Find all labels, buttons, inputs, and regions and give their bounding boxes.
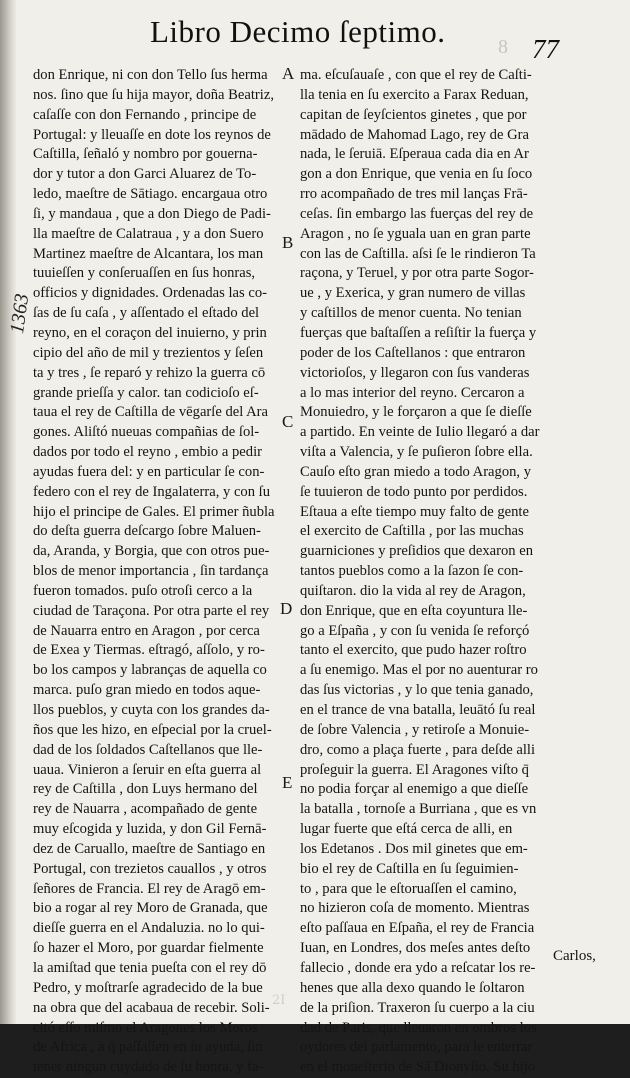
text-line: caſaſſe con don Fernando , principe de xyxy=(33,106,257,123)
folio-number: 77 xyxy=(532,34,559,64)
text-line: en el moneſterio de Sā Dionyſio. Su hijo xyxy=(300,1059,536,1076)
text-line: Caſtilla, ſeñaló y nombro por gouerna- xyxy=(33,146,258,163)
bleed-through-folio: 8 xyxy=(498,36,508,58)
text-line: ayudas fuera del: y en particular ſe con- xyxy=(33,463,265,480)
text-line: don Enrique, ni con don Tello ſus herma xyxy=(33,67,268,83)
running-head: Libro Decimo ſeptimo. xyxy=(150,14,446,49)
text-line: hijo el principe de Gales. El primer ñubla xyxy=(33,503,275,520)
text-line: dieſſe guerra en el Andaluzia. no lo qui- xyxy=(33,920,265,937)
text-line: oydores del parlamento, para le enterrar xyxy=(300,1039,533,1056)
text-line: tantos pueblos como a la ſazon ſe con- xyxy=(300,563,524,580)
text-line: blos de menor importancia , ſin tardança xyxy=(33,563,269,580)
text-line: mādado de Mahomad Lago, rey de Gra xyxy=(300,126,529,143)
text-line: de la priſion. Traxeron ſu cuerpo a la ciu xyxy=(300,999,535,1016)
margin-letter-b: B xyxy=(282,233,294,252)
text-line: citó eſſo miſmo el Aragones los Moros xyxy=(33,1019,258,1036)
text-line: el exercito de Caſtilla , por las muchas xyxy=(300,523,524,540)
text-line: lla tenia en ſu exercito a Farax Reduan, xyxy=(300,86,529,103)
margin-letter-c: C xyxy=(282,412,294,431)
text-line: dados por todo el reyno , embio a pedir xyxy=(33,444,262,461)
margin-letter-e: E xyxy=(282,773,293,792)
text-line: de Nauarra entro en Aragon , por cerca xyxy=(33,622,260,639)
text-line: ſe tuuieron de todo punto por perdidos. xyxy=(300,483,528,500)
text-line: nos. ſino que ſu hija mayor, doña Beatriz, xyxy=(33,86,274,103)
text-line: na obra que del acabaua de recebir. Soli- xyxy=(33,999,270,1016)
text-line: reyno, en el coraçon del inuierno, y prin xyxy=(33,324,267,341)
text-line: ſas de ſu caſa , y aſſentado el eſtado del xyxy=(33,305,260,322)
text-line: dez de Caruallo, maeſtre de Santiago en xyxy=(33,840,266,857)
text-line: rey de Caſtilla , don Luys hermano del xyxy=(33,781,258,798)
text-line: Portugal: y lleuaſſe en dote los reynos de xyxy=(33,126,271,143)
text-line: to , para que le eſtoruaſſen el camino, xyxy=(300,880,517,897)
text-line: dor y tutor a don Garci Aluarez de To- xyxy=(33,166,257,183)
margin-letter-d: D xyxy=(280,599,293,618)
text-line: Aragon , no ſe yguala uan en gran parte xyxy=(300,225,531,242)
text-line: ledo, maeſtre de Sātiago. encargaua otro xyxy=(33,186,268,203)
text-line: dad de los ſoldados Caſtellanos que lle- xyxy=(33,741,263,758)
text-line: en el trance de vna batalla, leuātó ſu real xyxy=(300,702,536,718)
text-line: taua el rey de Caſtilla de vēgarſe del Ara xyxy=(33,404,269,421)
text-line: de Exea y Tiermas. eſtragó, aſſolo, y ro- xyxy=(33,642,265,659)
text-line: ta y tres , ſe reparó y rehizo la guerra cō xyxy=(33,364,266,381)
text-line: uaua. Vinieron a ſeruir en eſta guerra al xyxy=(33,761,262,778)
text-line: fueron tomados. puſo otroſi cerco a la xyxy=(33,582,253,599)
text-line: viſta a Valencia, y ſe puſieron ſobre ella. xyxy=(300,444,533,461)
text-line: ſeñores de Francia. El rey de Aragō em- xyxy=(33,880,266,897)
book-gutter xyxy=(0,0,16,1024)
margin-letter-a: A xyxy=(282,64,295,83)
text-line: llos pueblos, y cuyta con los grandes da- xyxy=(33,702,270,718)
text-line: gon a don Enrique, que venia en ſu ſoco xyxy=(300,166,533,183)
bleed-through-mark: 2I xyxy=(272,993,286,1008)
text-line: henes que alla dexo quando le ſoltaron xyxy=(300,979,525,996)
text-line: Monuiedro, y le forçaron a que ſe dieſſe xyxy=(300,404,532,421)
text-line: grande prieſſa y calor. tan codicioſo eſ- xyxy=(33,384,259,401)
text-line: Iuan, en Londres, dos meſes antes deſto xyxy=(300,940,531,957)
text-line: ue , y Exerica, y gran numero de villas xyxy=(300,285,526,302)
text-line: Pedro, y moſtrarſe agradecido de la bue xyxy=(33,979,263,996)
text-line: dad de Paris, que lleuaron en ombros los xyxy=(300,1019,537,1036)
text-line: la batalla , tornoſe a Burriana , que es vn xyxy=(300,801,537,818)
margin-year: 1363 xyxy=(6,292,34,336)
text-line: de ſobre Valencia , y retiroſe a Monuie- xyxy=(300,721,530,738)
text-line: fallecio , donde era ydo a reſcatar los re- xyxy=(300,959,536,976)
text-line: rey de Nauarra , acompañado de gente xyxy=(33,801,258,818)
text-line: gones. Aliſtó nueuas compañias de ſol- xyxy=(33,424,260,441)
text-line: Eſtaua a eſte tiempo muy falto de gente xyxy=(300,503,529,520)
text-line: dro, como a plaça fuerte , para deſde alli xyxy=(300,741,536,758)
text-line: de Africa , a q̄ paſſaſſen en ſu ayuda, ſin xyxy=(33,1039,263,1056)
text-line: bio el rey de Caſtilla en ſu ſeguimien- xyxy=(300,860,519,877)
text-line: capitan de ſeyſcientos ginetes , que por xyxy=(300,106,527,123)
text-line: lla maeſtre de Calatraua , y a don Suero xyxy=(33,225,264,242)
text-line: la amiſtad que tenia pueſta con el rey dō xyxy=(33,959,267,976)
text-line: bio a rogar al rey Moro de Granada, que xyxy=(33,900,268,917)
text-line: y caſtillos de menor cuenta. No tenian xyxy=(300,305,522,322)
text-line: tanto el exercito, que pudo hazer roſtro xyxy=(300,642,527,659)
text-line: rro acompañado de tres mil lanças Frā- xyxy=(300,186,528,203)
text-line: ños que les hizo, en eſpecial por la cruel- xyxy=(33,721,272,738)
text-line: federo con el rey de Ingalaterra, y con ſu xyxy=(33,483,271,500)
text-line: guarniciones y preſidios que dexaron en xyxy=(300,543,534,560)
text-line: quiſtaron. dio la vida al rey de Aragon, xyxy=(300,582,526,599)
text-line: das ſus victorias , y lo que tenia ganado, xyxy=(300,682,534,699)
text-line: a ſu enemigo. Mas el por no auenturar ro xyxy=(300,662,538,679)
text-line: eſto paſſaua en Eſpaña, el rey de Francia xyxy=(300,920,535,937)
text-line: Martinez maeſtre de Alcantara, los man xyxy=(33,245,264,262)
text-line: ma. eſcuſauaſe , con que el rey de Caſti- xyxy=(300,67,532,83)
text-line: a lo mas interior del reyno. Cercaron a xyxy=(300,384,525,401)
text-line: ciudad de Taraçona. Por otra parte el rey xyxy=(33,602,270,619)
text-line: no podia forçar al enemigo a que dieſſe xyxy=(300,781,529,798)
text-line: a partido. En veinte de Iulio llegaró a dar xyxy=(300,424,540,441)
text-line: los Edetanos . Dos mil ginetes que em- xyxy=(300,840,528,857)
text-line: raçona, y Teruel, y por otra parte Sogor- xyxy=(300,265,534,282)
text-line: fuerças que baſtaſſen a reſiſtir la fuerça y xyxy=(300,324,537,341)
text-line: ſo hazer el Moro, por guardar fielmente xyxy=(33,940,264,957)
text-line: proſeguir la guerra. El Aragones viſto q̄ xyxy=(300,761,529,778)
text-line: ceſas. ſin embargo las fuerças del rey de xyxy=(300,205,534,222)
text-line: da, Aranda, y Borgia, que con otros pue- xyxy=(33,543,270,560)
text-line: go a Eſpaña , y con ſu venida ſe reforçó xyxy=(300,622,530,639)
text-line: ſi, y mandaua , que a don Diego de Padi- xyxy=(33,205,271,222)
text-line: bo los campos y labranças de aquella co xyxy=(33,662,267,679)
text-line: nada, le ſeruiā. Eſperaua cada dia en Ar xyxy=(300,146,529,163)
text-line: poder de los Caſtellanos : que entraron xyxy=(300,344,526,361)
text-line: con las de Caſtilla. aſsi ſe le rindieron Ta xyxy=(300,245,536,262)
text-line: Portugal, con trezietos cauallos , y otros xyxy=(33,860,267,877)
text-line: victorioſos, y llegaron con ſus vanderas xyxy=(300,364,530,381)
text-line: lugar fuerte que eſtá cerca de alli, en xyxy=(300,821,513,838)
text-line: no hizieron coſa de momento. Mientras xyxy=(300,900,530,917)
text-line: officios y dignidades. Ordenadas las co- xyxy=(33,285,267,302)
text-line: don Enrique, que en eſta coyuntura lle- xyxy=(300,602,528,619)
right-text-column xyxy=(300,66,610,1078)
text-line: muy eſcogida y luzida, y don Gil Fernā- xyxy=(33,821,267,838)
text-line: tuuieſſen y conſeruaſſen en ſus honras, xyxy=(33,265,256,282)
left-text-column xyxy=(33,66,286,1078)
text-line: cipio del año de mil y trezientos y ſeſen xyxy=(33,344,264,361)
text-line: tener ningun cuydado de ſu honra, y fa- xyxy=(33,1059,264,1076)
text-line: do deſta guerra deſcargo ſobre Maluen- xyxy=(33,523,261,540)
text-line: marca. puſo gran miedo en todos aque- xyxy=(33,682,261,699)
text-line: Cauſo eſto gran miedo a todo Aragon, y xyxy=(300,463,532,480)
catchword: Carlos, xyxy=(553,948,596,964)
